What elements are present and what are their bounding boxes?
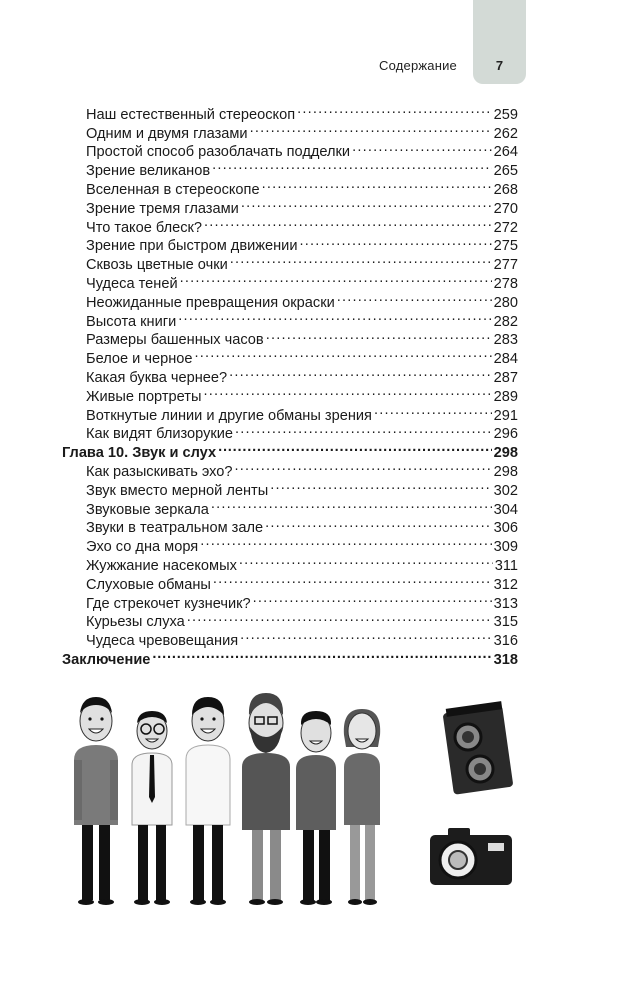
toc-entry-title: Слуховые обманы [86, 576, 211, 593]
toc-page-number: 289 [493, 388, 518, 405]
toc-entry-title: Как видят близорукие [86, 426, 234, 443]
toc-entry-title: Высота книги [86, 313, 177, 330]
dot-leader [200, 532, 491, 551]
toc-entry-title: Зрение великанов [86, 163, 211, 180]
toc-entry-title: Жужжание насекомых [86, 557, 237, 574]
toc-entry-title: Белое и черное [86, 351, 193, 368]
toc-entry-title: Какая буква чернее? [86, 369, 228, 386]
toc-page-number: 306 [493, 520, 518, 537]
toc-entry-title: Одним и двумя глазами [86, 125, 248, 142]
dot-leader [218, 438, 492, 457]
toc-entry-title: Наш естественный стереоскоп [86, 106, 296, 123]
toc-entry-title: Где стрекочет кузнечик? [86, 595, 251, 612]
toc-entry-title: Курьезы слуха [86, 614, 185, 631]
toc-page-number: 298 [493, 445, 518, 462]
toc-page-number: 304 [493, 501, 518, 518]
dot-leader [212, 156, 492, 175]
toc-entry-title: Заключение [62, 651, 151, 668]
toc-page-number: 316 [493, 633, 518, 650]
dot-leader [270, 476, 491, 495]
toc-entry-title: Звуки в театральном зале [86, 520, 264, 537]
dot-leader [178, 307, 491, 326]
toc-page-number: 284 [493, 351, 518, 368]
twin-lens-camera-icon [443, 701, 514, 795]
dot-leader [374, 401, 492, 420]
toc-page-number: 268 [493, 181, 518, 198]
dot-leader [213, 570, 492, 589]
toc-page-number: 313 [493, 595, 518, 612]
dot-leader [203, 382, 491, 401]
dot-leader [250, 119, 492, 138]
toc-page-number: 259 [493, 106, 518, 123]
toc-page-number: 302 [493, 482, 518, 499]
dot-leader [299, 232, 491, 251]
person-figure [242, 693, 290, 905]
toc-page-number: 312 [493, 576, 518, 593]
toc-entry-title: Звуковые зеркала [86, 501, 209, 518]
dot-leader [152, 645, 491, 664]
toc-entry-title: Что такое блеск? [86, 219, 203, 236]
compact-camera-icon [430, 828, 512, 885]
person-figure [296, 711, 336, 905]
toc-entry-title: Глава 10. Звук и слух [62, 445, 217, 462]
toc-entry-title: Чудеса теней [86, 275, 178, 292]
dot-leader [239, 551, 493, 570]
toc-entry-title: Воткнутые линии и другие обманы зрения [86, 407, 372, 424]
toc-page-number: 278 [493, 275, 518, 292]
dot-leader [253, 589, 492, 608]
toc-entry-title: Размеры башенных часов [86, 332, 264, 349]
person-figure [186, 697, 230, 905]
person-figure [344, 709, 380, 905]
dot-leader [240, 626, 492, 645]
toc-page-number: 272 [493, 219, 518, 236]
toc-page-number: 262 [493, 125, 518, 142]
dot-leader [211, 495, 492, 514]
toc-page-number: 287 [493, 369, 518, 386]
toc-page-number: 296 [493, 426, 518, 443]
toc-page-number: 315 [493, 614, 518, 631]
page-number: 7 [495, 58, 504, 73]
toc-entry-title: Эхо со дна моря [86, 539, 199, 556]
toc-page-number: 298 [493, 463, 518, 480]
toc-page-number: 309 [493, 539, 518, 556]
dot-leader [187, 608, 492, 627]
dot-leader [262, 175, 492, 194]
toc-entry-title: Звук вместо мерной ленты [86, 482, 269, 499]
toc-page-number: 311 [494, 557, 518, 574]
dot-leader [352, 138, 492, 157]
dot-leader [297, 100, 492, 119]
toc-page-number: 282 [493, 313, 518, 330]
toc-page-number: 265 [493, 163, 518, 180]
table-of-contents [62, 100, 518, 668]
toc-page-number: 291 [493, 407, 518, 424]
toc-page-number: 283 [493, 332, 518, 349]
dot-leader [337, 288, 492, 307]
toc-entry-title: Живые портреты [86, 388, 202, 405]
toc-entry-title: Чудеса чревовещания [86, 633, 239, 650]
dot-leader [235, 457, 492, 476]
toc-entry-title: Зрение тремя глазами [86, 200, 239, 217]
toc-entry-title: Сквозь цветные очки [86, 257, 228, 274]
person-figure [132, 711, 172, 905]
toc-page-number: 264 [493, 144, 518, 161]
dot-leader [235, 420, 492, 439]
toc-entry-title: Зрение при быстром движении [86, 238, 298, 255]
toc-page-number: 270 [493, 200, 518, 217]
toc-entry-title: Вселенная в стереоскопе [86, 181, 260, 198]
toc-entry-title: Неожиданные превращения окраски [86, 294, 335, 311]
toc-page-number: 275 [493, 238, 518, 255]
toc-entry-title: Простой способ разоблачать подделки [86, 144, 351, 161]
toc-page-number: 280 [493, 294, 518, 311]
dot-leader [180, 269, 492, 288]
dot-leader [266, 326, 492, 345]
toc-page-number: 277 [493, 257, 518, 274]
dot-leader [241, 194, 492, 213]
dot-leader [204, 213, 492, 232]
person-figure [74, 697, 118, 905]
dot-leader [195, 344, 492, 363]
toc-page-number: 318 [493, 651, 518, 668]
people-and-cameras-illustration [60, 685, 530, 910]
toc-entry-title: Как разыскивать эхо? [86, 463, 233, 480]
dot-leader [230, 250, 492, 269]
toc-entry-row [62, 100, 518, 123]
running-header: Содержание [379, 58, 457, 73]
dot-leader [265, 514, 492, 533]
dot-leader [229, 363, 492, 382]
